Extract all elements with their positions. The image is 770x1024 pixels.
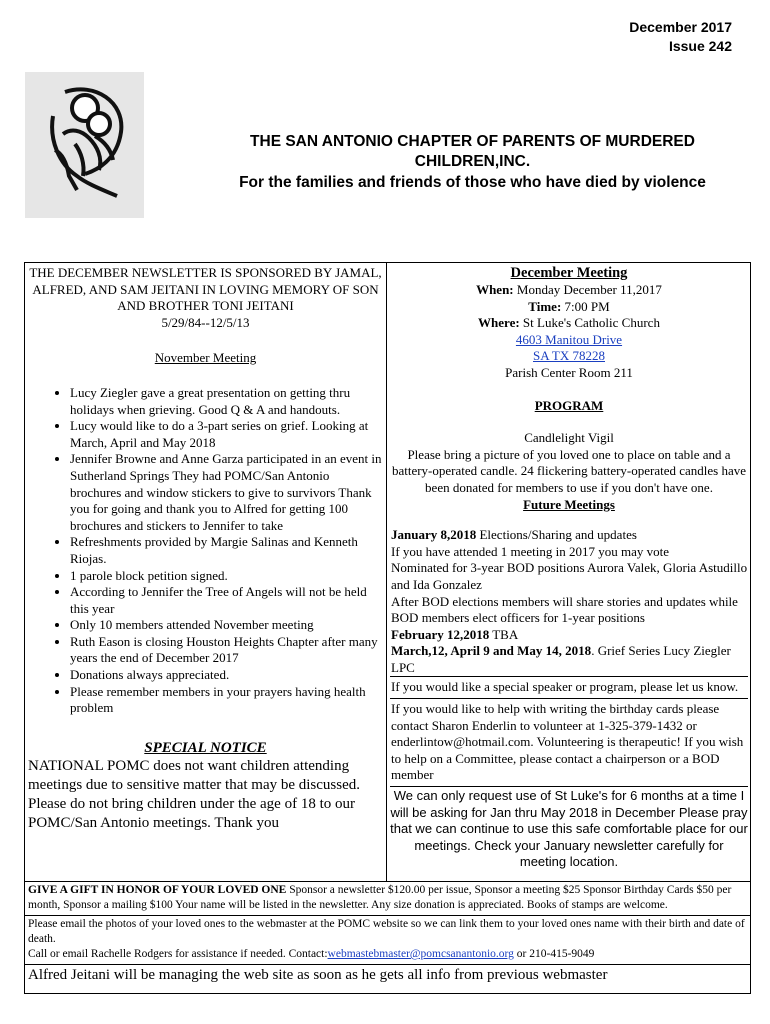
program-title: Candlelight Vigil — [524, 430, 614, 446]
sponsor-notice: THE DECEMBER NEWSLETTER IS SPONSORED BY JAMAL, ALFRED, AND SAM JEITANI IN LOVING MEMORY OF SON AND BROTHER TONI JEITANI — [29, 265, 382, 314]
webmaster-note: Alfred Jeitani will be managing the web site as soon as he gets all info from previous webmaster — [28, 967, 608, 983]
birthday-cards-note: If you would like to help with writing the birthday cards please contact Sharon Enderlin to volunteer at 1-325-379-1432 or enderlintow@hotmail.com. Volunteering is therapeutic! If you wish to help on a Committee, please contact a chairperson or a BOD member — [391, 701, 744, 783]
january-officers: After BOD elections members will share stories and updates while BOD members elect officers for 1-year positions — [391, 593, 738, 626]
january-vote-note: If you have attended 1 meeting in 2017 you may vote — [391, 543, 669, 559]
list-item: • Please remember members in your prayers having health problem — [70, 684, 383, 717]
contact-suffix: or 210-415-9049 — [513, 948, 595, 960]
left-column — [28, 265, 383, 833]
special-notice — [28, 739, 383, 833]
city-link[interactable]: SA TX 78228 — [533, 348, 605, 364]
november-meeting-list — [28, 385, 383, 717]
st-lukes-notice: We can only request use of St Luke's for 6 months at a time I will be asking for Jan thru May 2018 in December Please pray that we can continue to use this safe comfortable place for our meetings. Check your January newsletter carefully for meeting location. — [390, 788, 748, 870]
time-label: Time: — [528, 298, 562, 314]
list-item: • Lucy Ziegler gave a great presentation on getting thru holidays when grieving. Good Q & A and handouts. — [70, 385, 383, 418]
issue-date: December 2017 — [629, 19, 732, 35]
december-meeting-heading: December Meeting — [510, 265, 628, 281]
program-heading: PROGRAM — [534, 397, 604, 413]
special-notice-body: NATIONAL POMC does not want children attending meetings due to sensitive matter that may be discussed. Please do not bring children under the age of 18 to our POMC/San Antonio meetings. Thank you — [28, 757, 361, 831]
when-label: When: — [476, 282, 514, 297]
contact-prefix: Call or email Rachelle Rodgers for assistance if needed. Contact: — [28, 948, 328, 960]
list-item: • Lucy would like to do a 3-part series on grief. Looking at March, April and May 2018 — [70, 418, 383, 451]
gift-section — [25, 882, 750, 916]
right-column — [390, 265, 748, 871]
february-date: February 12,2018 — [391, 626, 490, 642]
meeting-time — [390, 299, 748, 316]
march-meeting — [391, 643, 748, 676]
gift-text: Sponsor a newsletter $120.00 per issue, Sponsor a meeting $25 Sponsor Birthday Cards $50 per month, Sponsor a mailing $100 Your name will be listed in the newsletter. Any size donation is appreciated. Books of stamps are welcome. — [28, 884, 732, 911]
newsletter-subtitle: For the families and friends of those who have died by violence — [239, 174, 706, 191]
list-item: • 1 parole block petition signed. — [70, 568, 383, 585]
pomc-logo — [25, 72, 144, 218]
header — [200, 132, 745, 193]
february-meeting — [391, 627, 748, 644]
list-item: • According to Jennifer the Tree of Angels will not be held this year — [70, 584, 383, 617]
where-label: Where: — [478, 315, 520, 331]
march-date: March,12, April 9 and May 14, 2018 — [391, 643, 592, 659]
time-value: 7:00 PM — [564, 298, 610, 314]
speaker-request: If you would like a special speaker or program, please let us know. — [390, 676, 748, 699]
meeting-room: Parish Center Room 211 — [505, 364, 633, 380]
january-meeting — [391, 527, 748, 544]
special-notice-heading: SPECIAL NOTICE — [144, 739, 267, 756]
address-line-1 — [390, 332, 748, 349]
list-item: • Refreshments provided by Margie Salinas and Kenneth Riojas. — [70, 534, 383, 567]
where-value: St Luke's Catholic Church — [522, 315, 660, 331]
february-text: TBA — [492, 626, 519, 642]
address-link[interactable]: 4603 Manitou Drive — [515, 331, 623, 347]
contact-email-link[interactable]: webmastebmaster@pomcsanantonio.org — [327, 948, 514, 960]
issue-number: Issue 242 — [668, 38, 732, 54]
when-value: Monday December 11,2017 — [516, 282, 662, 297]
contact-line — [28, 947, 748, 962]
january-date: January 8,2018 — [391, 527, 477, 543]
future-meetings-heading: Future Meetings — [523, 496, 615, 512]
issue-info — [629, 18, 732, 56]
january-text: Elections/Sharing and updates — [479, 527, 637, 543]
program-block — [390, 430, 748, 496]
bottom-info-box — [24, 882, 751, 994]
sponsor-dates: 5/29/84--12/5/13 — [161, 314, 250, 330]
list-item: • Ruth Eason is closing Houston Heights Chapter after many years the end of December 2017 — [70, 634, 383, 667]
march-text: . Grief Series Lucy Ziegler LPC — [391, 643, 731, 675]
embracing-figures-logo-icon — [25, 72, 144, 218]
list-item: • Donations always appreciated. — [70, 667, 383, 684]
column-divider — [386, 263, 387, 881]
list-item: • Only 10 members attended November meeting — [70, 617, 383, 634]
november-meeting-heading: November Meeting — [154, 350, 257, 366]
list-item: • Jennifer Browne and Anne Garza participated in an event in Sutherland Springs They had POMC/San Antonio brochures and window stickers to give to survivors Thank you for going and thank you to Alfred for getting 100 brochures and stickers to Jennifer to take — [70, 451, 383, 534]
email-photos-section — [25, 916, 750, 965]
future-meetings — [390, 527, 748, 676]
email-photos-text: Please email the photos of your loved ones to the webmaster at the POMC website so we can link them to your loved ones name with their birth and date of death. — [28, 918, 745, 945]
january-nominees: Nominated for 3-year BOD positions Aurora Valek, Gloria Astudillo and Ida Gonzalez — [391, 560, 748, 592]
meeting-where — [390, 315, 748, 332]
gift-heading: GIVE A GIFT IN HONOR OF YOUR LOVED ONE — [28, 884, 287, 896]
meeting-when — [390, 282, 748, 299]
program-body: Please bring a picture of you loved one to place on table and a battery-operated candle. 24 flickering battery-operated candles have been donated for members to use if you don't have one. — [391, 446, 747, 495]
main-content-box — [24, 262, 751, 882]
newsletter-title: THE SAN ANTONIO CHAPTER OF PARENTS OF MURDERED CHILDREN,INC. — [250, 133, 695, 170]
address-line-2 — [390, 348, 748, 365]
